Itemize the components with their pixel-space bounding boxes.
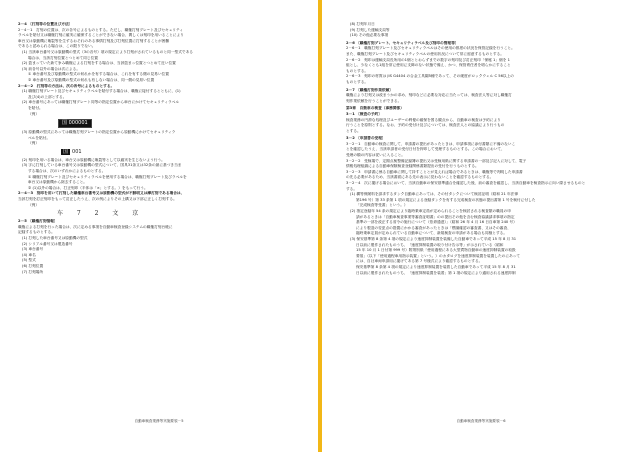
- text-line: ベルを貼付。: [28, 135, 51, 140]
- text-line: 請があるときは「自動車検査事業等審査証明書」のの提出その他を含む検査協議請求事項の指定: [356, 214, 515, 219]
- text-line: を貼付。: [28, 105, 43, 110]
- text-line: (10) その他必要な事項: [350, 33, 389, 38]
- text-line: （例）: [28, 202, 40, 207]
- left-page: [0, 0, 318, 452]
- right-page: [322, 0, 640, 452]
- text-line: (2) 指定登録年 54 条の規定により臨時乗車定員が定められることを検討される検査類の職員の申: [350, 209, 511, 213]
- text-line: (7) 打刻場所: [22, 269, 44, 274]
- text-line: (1) 職権打刻プレート及びセキュリティラベルを貼付する場合は、職権に接付するとともに、(1): [22, 89, 181, 94]
- text-line: ① 車台番号及び原動機の型式の何れかを有する場合は、これを有する側の見易い位置: [28, 72, 169, 77]
- text-line: 3－2－4 次に掲げる場合において、当該自動車の保安基準適合を確認した後、前の審査を確認し、当該自動車を検査指示に向い際させるものと: [346, 181, 586, 186]
- sample-plate-engine: [58, 149, 87, 156]
- text-line: 第3章 自動車の検査（事務関係）: [346, 106, 404, 111]
- left-lines-mid: [18, 130, 304, 147]
- text-line: 基準の一部を改正する省令の施行について（依命通達）」（昭和 26 年 4 月 16 日自車第 240 号）: [356, 220, 517, 225]
- text-line: (2) 盗まっていた新て争み職権による打刻をする場合は、当該盗まっ位置とつとめて近い位置: [22, 61, 176, 66]
- text-line: 保安基準第 8 条第 4 項の規定により速度抑制装置を装着した自動車であって平成 15 年 8 月 31: [356, 264, 516, 269]
- text-line: 記録するものとする。: [18, 230, 55, 235]
- sample-plate-vin: 国 000001: [58, 119, 92, 128]
- text-line: 要領」（以下「使用過程車用指示装置」という。）のカタログを速度抑制装置を装置したのにあって: [356, 253, 521, 258]
- text-line: 「完成検査等受書」という。）: [356, 203, 408, 208]
- text-line: ② (1)以外の場合は、打正刻印（半体は「×」とする。）をもって行う。: [28, 185, 148, 190]
- text-line: 受理の順の内容は従いに入ること。: [346, 153, 405, 158]
- text-line: (3) 前各号以外の場合は次による。: [22, 66, 81, 71]
- text-line: ① 職権打刻プレート及びセキュリティラベルを使用する場合は、職権打刻プレート及びラベルを: [28, 174, 187, 179]
- text-line: 3－2－2 受検場で、定期点検整備記録簿の提出又は受検用紙に関する申請書の一部及び記入に対して、電子: [346, 158, 527, 163]
- text-line: する。: [346, 186, 358, 191]
- text-line: 職権により打刻又は改まうかの求め、刻印などに必要な対応に当たっては、検査法人等に対し職権打: [346, 93, 512, 98]
- text-line: 日以前に製作されたものうち、「速度抑制装置の取り付け告示等」が示されている（昭和: [356, 242, 504, 247]
- text-line: により製造の変更点の措置にかかる審査があったときは「標識確認の審査書、又はその審査、: [356, 225, 511, 230]
- sample-plate-engine-dark: 国: [63, 148, 69, 155]
- text-line: 2－6－3 刻印の材質は JIS G4404 の合金工具鋼5種であって、その硬度がロックウェル C 56以上の: [346, 74, 514, 79]
- text-line: 2－7 〔職権打刻作業依頼〕: [346, 87, 393, 92]
- text-line: (1) 打刻した車台番号又は原動機の型式: [22, 236, 88, 240]
- text-line: 車台又は原動機から除去すること。: [28, 180, 87, 185]
- left-lines-end: [18, 219, 304, 275]
- text-line: (2) シリアル番号又は製造番号: [22, 241, 73, 246]
- text-line: 3－2－3 申請書に係る自動車に関して持すこととが見えれば場合であるときは、職権等で判明した申請書: [346, 169, 523, 174]
- text-line: (3) 車台番号: [22, 247, 44, 252]
- text-line: 2－4－2 打刻等の方法は、次の各号によるものとする。: [18, 83, 115, 88]
- text-line: ものとする。: [346, 79, 369, 84]
- text-line: (8) 打刻年月日: [350, 22, 375, 26]
- text-line: する場合は、次のいずれかによるものとする。: [28, 169, 106, 174]
- text-line: また、職権打刻プレート及びセキュリティラベルの使用状況について常に留意するものとする。: [346, 51, 504, 56]
- text-line: 刻作業依頼を行うことができる。: [346, 98, 402, 103]
- text-line: 第196 号）第 33 条第 1 項の規定による登録タンクを有する完成検査の状態の提出書第 1 号を検付に付した: [356, 197, 536, 202]
- text-line: 2－4 〔打刻等の位置及び方法〕: [18, 22, 73, 26]
- text-line: (6) 打刻位置: [22, 263, 44, 268]
- text-line: 日以前に製作されたものうち、「速度抑制装置を装着」第 1 項の規定により適用される速度抑制: [356, 270, 516, 275]
- text-line: とを確認したうえ、当該申請者の受付日付を押印して受理するものとする。この場合において、: [346, 147, 505, 152]
- text-line: であると認められる場合は、この限りでない。: [18, 44, 96, 49]
- text-line: (5) 型式: [22, 258, 36, 263]
- left-page-body: [18, 22, 304, 275]
- text-line: (3) 原動機の型式にあっては職権打刻プレートの指定位置から原動機にかけてセキュリティラ: [22, 130, 176, 135]
- text-line: 2－6 〔職権打刻プレート、セキュリティラベル及び刻印の管理等〕: [346, 40, 459, 45]
- text-line: 場合は、当該打刻位置とつとめて同じ位置: [28, 55, 98, 60]
- text-line: 2－6－2 刻印は運輸支局長所用の1個ととおらずまでの数字の刻印及び訂正刻印「保秘 1」個を 1: [346, 57, 510, 62]
- text-line: の先る必要があるため、当該書面にある先の表示に従わないことを確認するものとする。: [346, 175, 494, 180]
- text-line: (1) 構等保険料を請求するタンク自動車にあっては、その付タンクについて検討証明（昭和 21 年法律: [350, 192, 519, 197]
- text-line: 職権による打刻を行った場合は、次に定める事項を自動車検査登録システムの職権打刻台帳に: [18, 224, 173, 229]
- text-line: 行うことを原則とする。なお、予約の受付け及びについては、検査法人との協議により行うもの: [346, 123, 505, 128]
- text-line: 検査業務の円滑な処理及びユーザーの利便の確保を図る観点から、自動車の検査は予約により: [346, 117, 501, 122]
- text-line: 15 年 10 月 1 日付第 999 号）附則別紙「使用過程にある大型貨物自動車の速度抑制装置の取扱: [356, 248, 516, 253]
- text-line: (3) 字に打刻している車台番号又は原動機の型式について、国具31条又は32条の最に基づき当ま: [22, 163, 182, 168]
- text-line: 3－2－1 自動車の検査に関して、申請書の提出があったときは、申請事項に添付書類に不備のないこ: [346, 141, 516, 146]
- text-line: 組とし、少なくとも1組を常に使用に支障のない状態で備え、かつ、保管責任者を明らかにすること: [346, 63, 511, 68]
- text-line: ものとする。: [346, 68, 369, 73]
- text-line: (2) 刻印を用いる場合は、車台又は原動機に亀裂等として以確実を生じないよう行う。: [22, 157, 165, 162]
- text-line: (4) 車名: [22, 252, 36, 257]
- text-line: 及び(4)の上部とする。: [28, 94, 67, 99]
- left-lines-top: [18, 22, 304, 117]
- text-line: 2－6－1 職権打刻プレート及びセキュリティラベルはその使用の都度の状況を保管記録を行うこと。: [346, 46, 515, 51]
- text-line: ラベルを貼付又は職権打刻に確実に確保することができない場合、間しくは刻印を用いることにより: [18, 33, 184, 38]
- right-lines: [346, 22, 624, 276]
- sample-correction-stamp: 车 7 2 文 京: [57, 210, 145, 218]
- right-page-body: [346, 22, 624, 276]
- text-line: 3－2 〔申請書の受理〕: [346, 136, 386, 141]
- text-line: (2) 車台番号にあっては職権打刻プレート同等の指定位置から車台にかけてセキュリティラベル: [22, 100, 180, 105]
- text-line: (1) 当該車台番号又は原動機の型式（3の各号）項の規定により打刻がされているものと同一型式である: [22, 49, 193, 54]
- page-footer-right: 自動車検査業務等実施要領－6: [456, 419, 506, 423]
- text-line: ② 車台番号及び原動機の型式の何れも有しない場合は、同一側の見易い位置: [28, 77, 155, 82]
- text-line: 2－4－1 打刻の位置は、次の各号によるものとする。ただし、職権打刻プレート及びセキュリティ: [18, 27, 184, 32]
- text-line: 情報処理組織による自動車保険検査登録関係書類提出の受付を行うものとする。: [346, 164, 479, 169]
- text-line: （例）: [28, 141, 40, 146]
- page-footer-left: 自動車検査業務等実施要領－5: [134, 419, 184, 423]
- text-line: （例）: [28, 111, 40, 116]
- text-line: 車台又は原動機に亀裂等を生ずるおそれのある事情打刻及び打刻位置に打刻することが困難: [18, 38, 170, 43]
- sample-plate-engine-light: 001: [72, 148, 82, 155]
- text-line: (9) 打刻した運輸支局等: [350, 27, 390, 32]
- text-line: 2－5 〔職権打刻情報〕: [18, 219, 58, 224]
- text-line: (3) 保安基準第 8 条第 4 項の規定により速度抑制装置を装備した自動車であって平成 15 年 8 月 31: [350, 236, 517, 241]
- text-line: 当該打刻を訂正刻印をもって訂正したうえ、次の例によりその上構又は下部に正しく打刻する。: [18, 197, 177, 202]
- text-line: とする。: [346, 128, 361, 133]
- text-line: 3－1 〔検査の予約〕: [346, 111, 382, 116]
- text-line: 臨時乗車定員が定められている自動車について、新規検査の申請がある場合も同様とする。: [356, 231, 508, 236]
- left-lines-after: [18, 158, 304, 208]
- text-line: 2－4－3 刻印を用いて打刻した職権車台番号又は原動機の型式が不鮮明又は摩打刻である場合は、: [18, 191, 185, 196]
- text-line: には、自社車両申請用に掲げてある第 7 号様式により確認するものとする。: [356, 259, 483, 264]
